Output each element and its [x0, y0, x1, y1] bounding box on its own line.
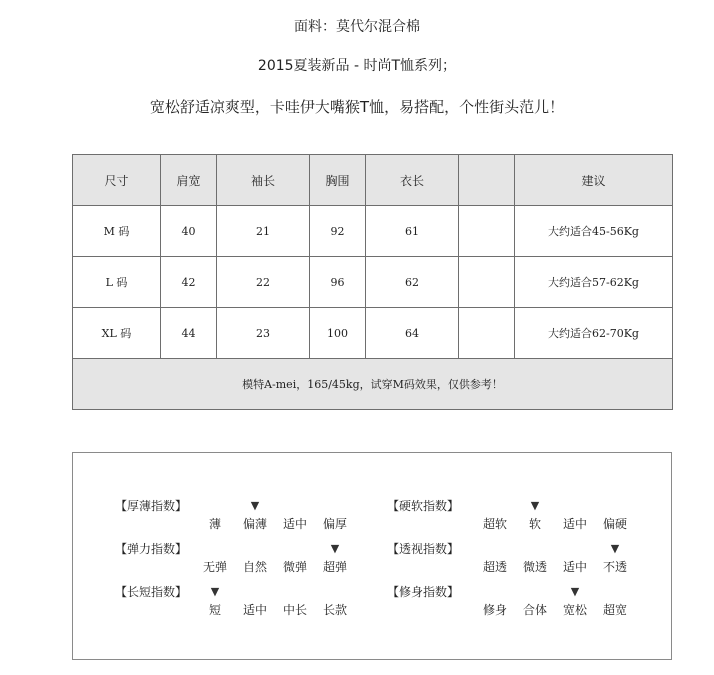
table-cell [459, 308, 515, 359]
index-option: 不透 [602, 560, 628, 574]
size-table-header-row [73, 155, 673, 206]
index-label: 【修身指数】 [387, 585, 460, 599]
collection-line: 2015夏装新品 - 时尚T恤系列； [257, 58, 457, 74]
header-cell-suggestion: 建议 [515, 155, 673, 206]
index-label: 【硬软指数】 [387, 499, 460, 513]
selected-marker-icon: ▼ [210, 585, 220, 598]
index-option: 偏薄 [242, 517, 268, 531]
table-cell: 21 [217, 206, 310, 257]
description-line: 宽松舒适凉爽型，卡哇伊大嘴猴T恤，易搭配，个性街头范儿！ [149, 98, 565, 116]
table-cell: 92 [310, 206, 366, 257]
selected-marker-icon: ▼ [610, 542, 620, 555]
selected-marker-icon: ▼ [530, 499, 540, 512]
table-cell: 44 [161, 308, 217, 359]
table-cell: XL 码 [73, 308, 161, 359]
header-cell-shoulder: 肩宽 [161, 155, 217, 206]
table-cell: 62 [366, 257, 459, 308]
index-option: 适中 [242, 603, 268, 617]
table-cell: 100 [310, 308, 366, 359]
table-cell: 22 [217, 257, 310, 308]
table-cell: 大约适合62-70Kg [515, 308, 673, 359]
index-option: 中长 [282, 603, 308, 617]
table-cell: M 码 [73, 206, 161, 257]
model-note: 模特A-mei，165/45kg，试穿M码效果，仅供参考！ [73, 359, 673, 410]
index-option: 偏厚 [322, 517, 348, 531]
selected-marker-icon: ▼ [570, 585, 580, 598]
header-cell-chest: 胸围 [310, 155, 366, 206]
header-cell-size: 尺寸 [73, 155, 161, 206]
index-option: 合体 [522, 603, 548, 617]
table-cell: 42 [161, 257, 217, 308]
index-option: 无弹 [202, 560, 228, 574]
table-cell: 大约适合57-62Kg [515, 257, 673, 308]
index-option: 超宽 [602, 603, 628, 617]
table-cell: 96 [310, 257, 366, 308]
table-cell: 61 [366, 206, 459, 257]
table-cell: L 码 [73, 257, 161, 308]
table-cell: 大约适合45-56Kg [515, 206, 673, 257]
index-option: 超软 [482, 517, 508, 531]
index-option: 薄 [208, 517, 222, 531]
index-option: 适中 [282, 517, 308, 531]
table-row [73, 206, 673, 257]
table-cell: 64 [366, 308, 459, 359]
index-option: 超弹 [322, 560, 348, 574]
index-option: 软 [528, 517, 542, 531]
table-row [73, 257, 673, 308]
selected-marker-icon: ▼ [250, 499, 260, 512]
index-option: 适中 [562, 517, 588, 531]
index-option: 超透 [482, 560, 508, 574]
fabric-index-panel [72, 452, 672, 660]
index-label: 【透视指数】 [387, 542, 460, 556]
index-option: 长款 [322, 603, 348, 617]
index-label: 【长短指数】 [115, 585, 188, 599]
table-cell: 40 [161, 206, 217, 257]
size-table-note-row [73, 359, 673, 410]
index-option: 修身 [482, 603, 508, 617]
table-row [73, 308, 673, 359]
fabric-line: 面料：莫代尔混合棉 [294, 19, 420, 35]
size-table [72, 154, 673, 410]
index-option: 微弹 [282, 560, 308, 574]
selected-marker-icon: ▼ [330, 542, 340, 555]
table-cell [459, 257, 515, 308]
index-option: 偏硬 [602, 517, 628, 531]
table-cell [459, 206, 515, 257]
index-option: 宽松 [562, 603, 588, 617]
table-cell: 23 [217, 308, 310, 359]
index-option: 短 [208, 603, 222, 617]
index-option: 自然 [242, 560, 268, 574]
index-label: 【厚薄指数】 [115, 499, 188, 513]
header-cell-empty [459, 155, 515, 206]
header-cell-length: 衣长 [366, 155, 459, 206]
index-label: 【弹力指数】 [115, 542, 188, 556]
index-option: 适中 [562, 560, 588, 574]
index-option: 微透 [522, 560, 548, 574]
header-cell-sleeve: 袖长 [217, 155, 310, 206]
